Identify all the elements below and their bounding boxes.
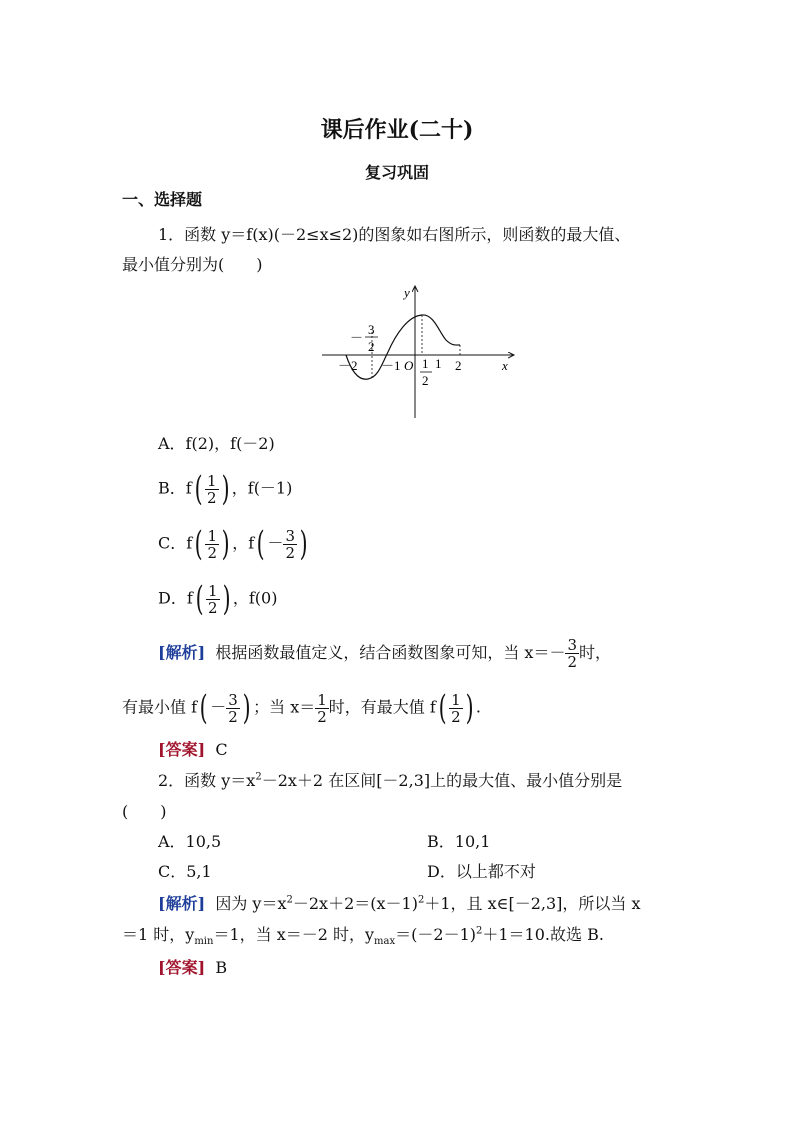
q1-stem-line1: 1．函数 y＝f(x)(－2≤x≤2)的图象如右图所示，则函数的最大值、 (158, 225, 631, 244)
option-d-tail: ，f(0) (232, 588, 278, 608)
q2-stem-line2: ( ) (122, 802, 167, 821)
q2-option-d: D．以上都不对 (427, 862, 536, 881)
option-b-label: B．f (158, 478, 192, 498)
q1-analysis-line2: 有最小值 f( － $\frac{3}{2}$ ) ；当 x＝ $\frac{1}{2}$ 时，有最大值 f( $\frac{1}{2}$ ) . (122, 688, 481, 728)
q1-option-d: D．f( $\frac{1}{2}$ ) ，f(0) (158, 579, 278, 619)
option-b-tail: ，f(－1) (231, 478, 293, 498)
tick-half-num: 1 (422, 356, 429, 371)
tick-neg-one: －1 (381, 358, 401, 373)
q1-option-a: A．f(2)，f(－2) (158, 434, 275, 453)
q2-analysis-line1: [解析] 因为 $y=x^2-2x+2=(x-1)^2+1$，且 x∈[－2,3]，所以当 x (158, 894, 641, 913)
function-curve (346, 315, 460, 379)
q1-analysis-line1: [解析] 根据函数最值定义，结合函数图象可知，当 x＝－ $\frac{3}{2}$ 时， (158, 636, 612, 671)
analysis-tag: [解析] (158, 643, 206, 662)
q1-option-b: B．f( $\frac{1}{2}$ ) ，f(－1) (158, 469, 293, 509)
q2-stem-line1: 2．函数 $y=x^2-2x+2$ 在区间[－2,3]上的最大值、最小值分别是 (158, 771, 623, 790)
q1-option-c: C．f( $\frac{1}{2}$ ) ，f( － $\frac{3}{2}$ ) (158, 524, 308, 564)
neg-three-halves-den: 2 (368, 339, 375, 354)
option-d-frac: $\frac{1}{2}$ (208, 581, 218, 617)
option-c-label: C．f (158, 533, 193, 553)
neg-three-halves-sign: － (350, 330, 364, 345)
tick-half-den: 2 (422, 373, 429, 388)
origin-label: O (404, 358, 414, 373)
function-graph (318, 282, 518, 422)
tick-two: 2 (455, 358, 462, 373)
option-c-frac1: $\frac{1}{2}$ (207, 526, 217, 562)
q1-answer: [答案] C (158, 740, 228, 759)
page-subtitle: 复习巩固 (364, 163, 429, 182)
x-axis-label: x (502, 358, 508, 373)
section-heading: 一、选择题 (122, 190, 203, 209)
page-title: 课后作业(二十) (320, 117, 474, 143)
tick-neg-two: －2 (338, 358, 358, 373)
q2-answer: [答案] B (158, 958, 228, 977)
q2-option-c: C．5,1 (158, 862, 212, 881)
neg-three-halves-num: 3 (368, 322, 375, 337)
y-axis-label: y (404, 285, 410, 300)
option-c-frac2: $\frac{3}{2}$ (285, 526, 296, 562)
option-d-label: D．f (158, 588, 193, 608)
answer-tag: [答案] (158, 740, 206, 759)
q1-stem-line2: 最小值分别为( ) (122, 255, 263, 274)
tick-one: 1 (435, 356, 442, 371)
option-c-mid: ，f (232, 533, 255, 553)
q2-option-b: B．10,1 (427, 832, 491, 851)
option-b-frac: $\frac{1}{2}$ (206, 471, 217, 507)
q2-option-a: A．10,5 (158, 832, 222, 851)
q2-analysis-line2: ＝1 时，$y_{min}=1$，当 x＝－2 时，$y_{max}=(-2-1)^2+1=10$.故选 B. (122, 925, 604, 948)
